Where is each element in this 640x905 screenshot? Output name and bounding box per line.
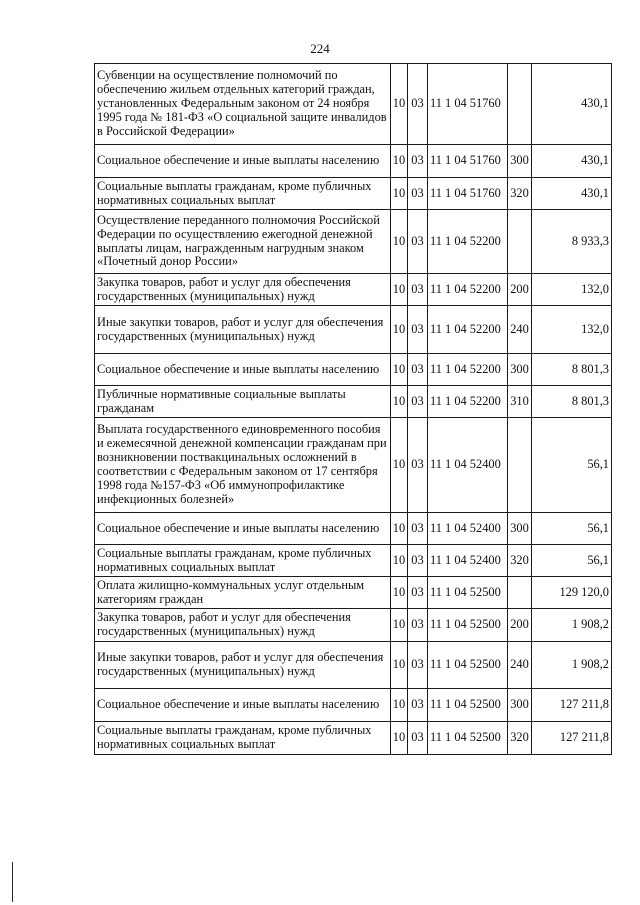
table-row <box>95 306 612 354</box>
table-row <box>95 386 612 418</box>
amount: 430,1 <box>532 145 612 178</box>
subsection-code: 03 <box>408 306 428 354</box>
expense-type-code: 310 <box>508 386 532 418</box>
table-row <box>95 545 612 577</box>
table-row <box>95 513 612 545</box>
item-name: Оплата жилищно-коммунальных услуг отдельным категориям граждан <box>95 577 391 609</box>
subsection-code: 03 <box>408 210 428 274</box>
amount: 132,0 <box>532 274 612 306</box>
section-code: 10 <box>391 178 408 210</box>
section-code: 10 <box>391 722 408 755</box>
target-article-code: 11 1 04 52500 <box>428 689 508 722</box>
item-name: Социальное обеспечение и иные выплаты населению <box>95 145 391 178</box>
table-row <box>95 210 612 274</box>
item-name: Субвенции на осуществление полномочий по обеспечению жильем отдельных категорий граждан, установленных Федеральным законом от 24 ноября 1995 года № 181-ФЗ «О социальной защите инвалидов в Российской Федерации» <box>95 64 391 145</box>
subsection-code: 03 <box>408 418 428 513</box>
target-article-code: 11 1 04 52500 <box>428 722 508 755</box>
target-article-code: 11 1 04 52400 <box>428 418 508 513</box>
table-row <box>95 274 612 306</box>
subsection-code: 03 <box>408 642 428 689</box>
section-code: 10 <box>391 210 408 274</box>
table-row <box>95 642 612 689</box>
expense-type-code: 240 <box>508 306 532 354</box>
table-row <box>95 609 612 642</box>
amount: 430,1 <box>532 64 612 145</box>
section-code: 10 <box>391 145 408 178</box>
expense-type-code: 300 <box>508 354 532 386</box>
item-name: Социальные выплаты гражданам, кроме публичных нормативных социальных выплат <box>95 545 391 577</box>
expense-type-code <box>508 210 532 274</box>
target-article-code: 11 1 04 52200 <box>428 210 508 274</box>
expense-type-code: 320 <box>508 545 532 577</box>
amount: 8 801,3 <box>532 354 612 386</box>
subsection-code: 03 <box>408 577 428 609</box>
section-code: 10 <box>391 306 408 354</box>
subsection-code: 03 <box>408 513 428 545</box>
target-article-code: 11 1 04 52500 <box>428 609 508 642</box>
table-row <box>95 689 612 722</box>
amount: 1 908,2 <box>532 642 612 689</box>
amount: 8 933,3 <box>532 210 612 274</box>
expense-type-code: 200 <box>508 274 532 306</box>
item-name: Закупка товаров, работ и услуг для обеспечения государственных (муниципальных) нужд <box>95 609 391 642</box>
amount: 127 211,8 <box>532 689 612 722</box>
target-article-code: 11 1 04 52500 <box>428 577 508 609</box>
page-number: 224 <box>310 41 330 56</box>
subsection-code: 03 <box>408 722 428 755</box>
table-row <box>95 354 612 386</box>
subsection-code: 03 <box>408 64 428 145</box>
expense-type-code <box>508 64 532 145</box>
budget-allocation-table <box>94 63 612 755</box>
subsection-code: 03 <box>408 145 428 178</box>
section-code: 10 <box>391 689 408 722</box>
expense-type-code: 320 <box>508 722 532 755</box>
subsection-code: 03 <box>408 689 428 722</box>
target-article-code: 11 1 04 52400 <box>428 545 508 577</box>
item-name: Социальное обеспечение и иные выплаты населению <box>95 354 391 386</box>
amount: 129 120,0 <box>532 577 612 609</box>
target-article-code: 11 1 04 52200 <box>428 354 508 386</box>
target-article-code: 11 1 04 52200 <box>428 386 508 418</box>
section-code: 10 <box>391 577 408 609</box>
target-article-code: 11 1 04 52200 <box>428 274 508 306</box>
table-row <box>95 722 612 755</box>
target-article-code: 11 1 04 52200 <box>428 306 508 354</box>
table-row <box>95 178 612 210</box>
subsection-code: 03 <box>408 609 428 642</box>
subsection-code: 03 <box>408 545 428 577</box>
section-code: 10 <box>391 513 408 545</box>
item-name: Социальные выплаты гражданам, кроме публичных нормативных социальных выплат <box>95 722 391 755</box>
item-name: Выплата государственного единовременного пособия и ежемесячной денежной компенсации гражданам при возникновении поствакцинальных осложнений в соответствии с Федеральным законом от 17 сентября 1998 года №157-ФЗ «Об иммунопрофилактике инфекционных болезней» <box>95 418 391 513</box>
table-row <box>95 145 612 178</box>
amount: 1 908,2 <box>532 609 612 642</box>
expense-type-code: 320 <box>508 178 532 210</box>
item-name: Публичные нормативные социальные выплаты гражданам <box>95 386 391 418</box>
item-name: Иные закупки товаров, работ и услуг для обеспечения государственных (муниципальных) нужд <box>95 642 391 689</box>
expense-type-code: 200 <box>508 609 532 642</box>
section-code: 10 <box>391 642 408 689</box>
target-article-code: 11 1 04 52500 <box>428 642 508 689</box>
target-article-code: 11 1 04 51760 <box>428 145 508 178</box>
section-code: 10 <box>391 274 408 306</box>
subsection-code: 03 <box>408 386 428 418</box>
item-name: Осуществление переданного полномочия Российской Федерации по осуществлению ежегодной денежной выплаты лицам, награжденным нагрудным знаком «Почетный донор России» <box>95 210 391 274</box>
expense-type-code: 240 <box>508 642 532 689</box>
expense-type-code: 300 <box>508 145 532 178</box>
item-name: Социальное обеспечение и иные выплаты населению <box>95 513 391 545</box>
expense-type-code <box>508 418 532 513</box>
table-row <box>95 577 612 609</box>
item-name: Социальные выплаты гражданам, кроме публичных нормативных социальных выплат <box>95 178 391 210</box>
table-row <box>95 418 612 513</box>
margin-mark <box>12 862 13 902</box>
subsection-code: 03 <box>408 178 428 210</box>
table-row <box>95 64 612 145</box>
target-article-code: 11 1 04 51760 <box>428 64 508 145</box>
section-code: 10 <box>391 609 408 642</box>
target-article-code: 11 1 04 52400 <box>428 513 508 545</box>
amount: 132,0 <box>532 306 612 354</box>
amount: 56,1 <box>532 418 612 513</box>
amount: 56,1 <box>532 513 612 545</box>
amount: 8 801,3 <box>532 386 612 418</box>
item-name: Закупка товаров, работ и услуг для обеспечения государственных (муниципальных) нужд <box>95 274 391 306</box>
section-code: 10 <box>391 545 408 577</box>
expense-type-code: 300 <box>508 513 532 545</box>
section-code: 10 <box>391 386 408 418</box>
amount: 127 211,8 <box>532 722 612 755</box>
section-code: 10 <box>391 354 408 386</box>
section-code: 10 <box>391 418 408 513</box>
item-name: Социальное обеспечение и иные выплаты населению <box>95 689 391 722</box>
amount: 430,1 <box>532 178 612 210</box>
target-article-code: 11 1 04 51760 <box>428 178 508 210</box>
amount: 56,1 <box>532 545 612 577</box>
section-code: 10 <box>391 64 408 145</box>
expense-type-code <box>508 577 532 609</box>
subsection-code: 03 <box>408 274 428 306</box>
expense-type-code: 300 <box>508 689 532 722</box>
subsection-code: 03 <box>408 354 428 386</box>
item-name: Иные закупки товаров, работ и услуг для обеспечения государственных (муниципальных) нужд <box>95 306 391 354</box>
